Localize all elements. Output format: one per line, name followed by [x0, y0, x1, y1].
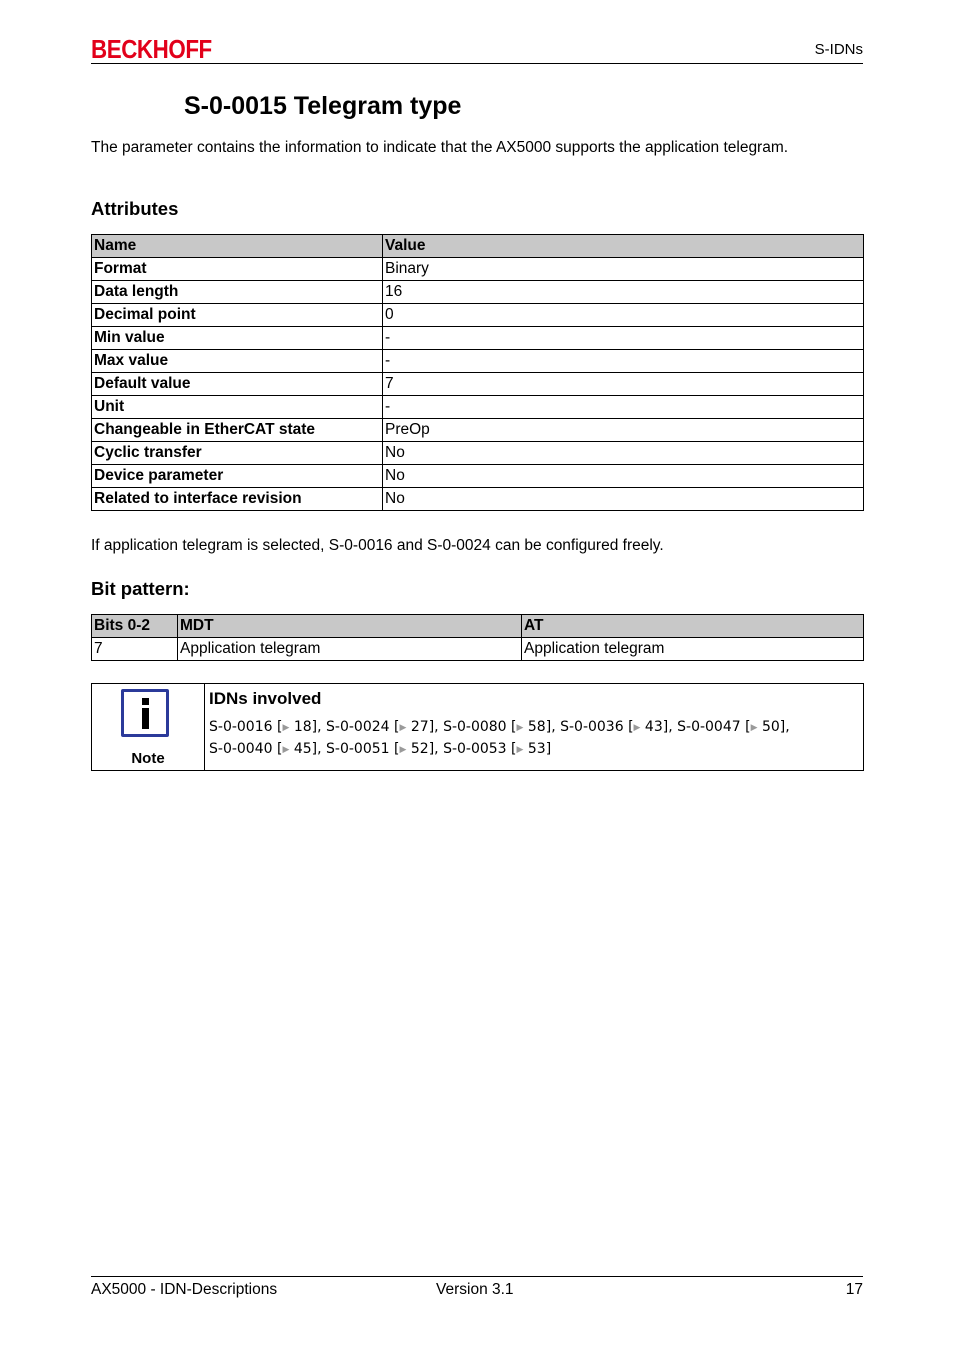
attribute-value: 16 — [383, 281, 864, 304]
attribute-name: Max value — [92, 350, 383, 373]
arrow-icon: ▶ — [633, 723, 641, 733]
attribute-name: Format — [92, 258, 383, 281]
table-header-row — [92, 615, 864, 638]
attribute-value: No — [383, 442, 864, 465]
attribute-value: Binary — [383, 258, 864, 281]
attribute-value: 7 — [383, 373, 864, 396]
table-row — [92, 638, 864, 661]
attribute-value: PreOp — [383, 419, 864, 442]
attribute-name: Cyclic transfer — [92, 442, 383, 465]
arrow-icon: ▶ — [282, 723, 290, 733]
attribute-name: Decimal point — [92, 304, 383, 327]
intro-paragraph: The parameter contains the information to indicate that the AX5000 supports the application telegram. — [91, 139, 789, 156]
arrow-icon: ▶ — [282, 745, 290, 755]
arrow-icon: ▶ — [750, 723, 758, 733]
arrow-icon: ▶ — [399, 723, 407, 733]
attribute-value: No — [383, 488, 864, 511]
attribute-value: 0 — [383, 304, 864, 327]
footer-divider — [91, 1276, 863, 1277]
idn-link[interactable]: S-0-0024 [▶ 27] — [326, 719, 435, 735]
attribute-value: - — [383, 350, 864, 373]
idn-link[interactable]: S-0-0040 [▶ 45] — [209, 741, 318, 757]
table-row — [92, 488, 864, 511]
table-row — [92, 465, 864, 488]
mdt-value: Application telegram — [178, 638, 522, 661]
bits-value: 7 — [92, 638, 178, 661]
attributes-table — [91, 234, 864, 511]
idn-link[interactable]: S-0-0051 [▶ 52] — [326, 741, 435, 757]
note-icon-cell — [92, 684, 205, 770]
table-row — [92, 281, 864, 304]
table-row — [92, 327, 864, 350]
info-icon — [121, 689, 169, 737]
table-row — [92, 350, 864, 373]
column-header: Name — [92, 235, 383, 258]
at-value: Application telegram — [522, 638, 864, 661]
config-note-paragraph: If application telegram is selected, S-0-0016 and S-0-0024 can be configured freely. — [91, 537, 664, 554]
note-label: Note — [131, 750, 165, 767]
idn-link[interactable]: S-0-0053 [▶ 53] — [443, 741, 552, 757]
attribute-name: Changeable in EtherCAT state — [92, 419, 383, 442]
table-row — [92, 373, 864, 396]
column-header: MDT — [178, 615, 522, 638]
idn-link[interactable]: S-0-0016 [▶ 18] — [209, 719, 318, 735]
idn-links: S-0-0016 [▶ 18], S-0-0024 [▶ 27], S-0-0080 [▶ 58], S-0-0036 [▶ 43], S-0-0047 [▶ 50], S-0-0040 [▶ 45], S-0-0051 [▶ 52], S-0-0053 [▶ 53] — [209, 719, 790, 757]
arrow-icon: ▶ — [399, 745, 407, 755]
footer-document-name: AX5000 - IDN-Descriptions — [91, 1281, 278, 1298]
idn-link[interactable]: S-0-0080 [▶ 58] — [443, 719, 552, 735]
table-row — [92, 304, 864, 327]
note-title: IDNs involved — [209, 689, 322, 708]
page-title: S-0-0015 Telegram type — [184, 92, 462, 120]
table-header-row — [92, 235, 864, 258]
column-header: AT — [522, 615, 864, 638]
attribute-name: Unit — [92, 396, 383, 419]
column-header: Value — [383, 235, 864, 258]
table-row — [92, 258, 864, 281]
note-box — [91, 683, 864, 771]
table-row — [92, 396, 864, 419]
table-row — [92, 442, 864, 465]
idn-link[interactable]: S-0-0047 [▶ 50] — [677, 719, 786, 735]
arrow-icon: ▶ — [516, 745, 524, 755]
footer-version: Version 3.1 — [436, 1281, 514, 1298]
attribute-value: - — [383, 396, 864, 419]
attribute-name: Default value — [92, 373, 383, 396]
table-row — [92, 419, 864, 442]
attribute-name: Device parameter — [92, 465, 383, 488]
attributes-heading: Attributes — [91, 198, 179, 219]
bit-pattern-heading: Bit pattern: — [91, 578, 190, 599]
column-header: Bits 0-2 — [92, 615, 178, 638]
attribute-name: Min value — [92, 327, 383, 350]
footer-page-number: 17 — [845, 1281, 863, 1298]
attribute-value: No — [383, 465, 864, 488]
arrow-icon: ▶ — [516, 723, 524, 733]
attribute-value: - — [383, 327, 864, 350]
attribute-name: Related to interface revision — [92, 488, 383, 511]
attribute-name: Data length — [92, 281, 383, 304]
beckhoff-logo: BECKHOFF — [91, 34, 212, 64]
header-divider — [91, 63, 863, 64]
idn-link[interactable]: S-0-0036 [▶ 43] — [560, 719, 669, 735]
header-section-name: S-IDNs — [814, 41, 863, 58]
bit-pattern-table — [91, 614, 864, 661]
